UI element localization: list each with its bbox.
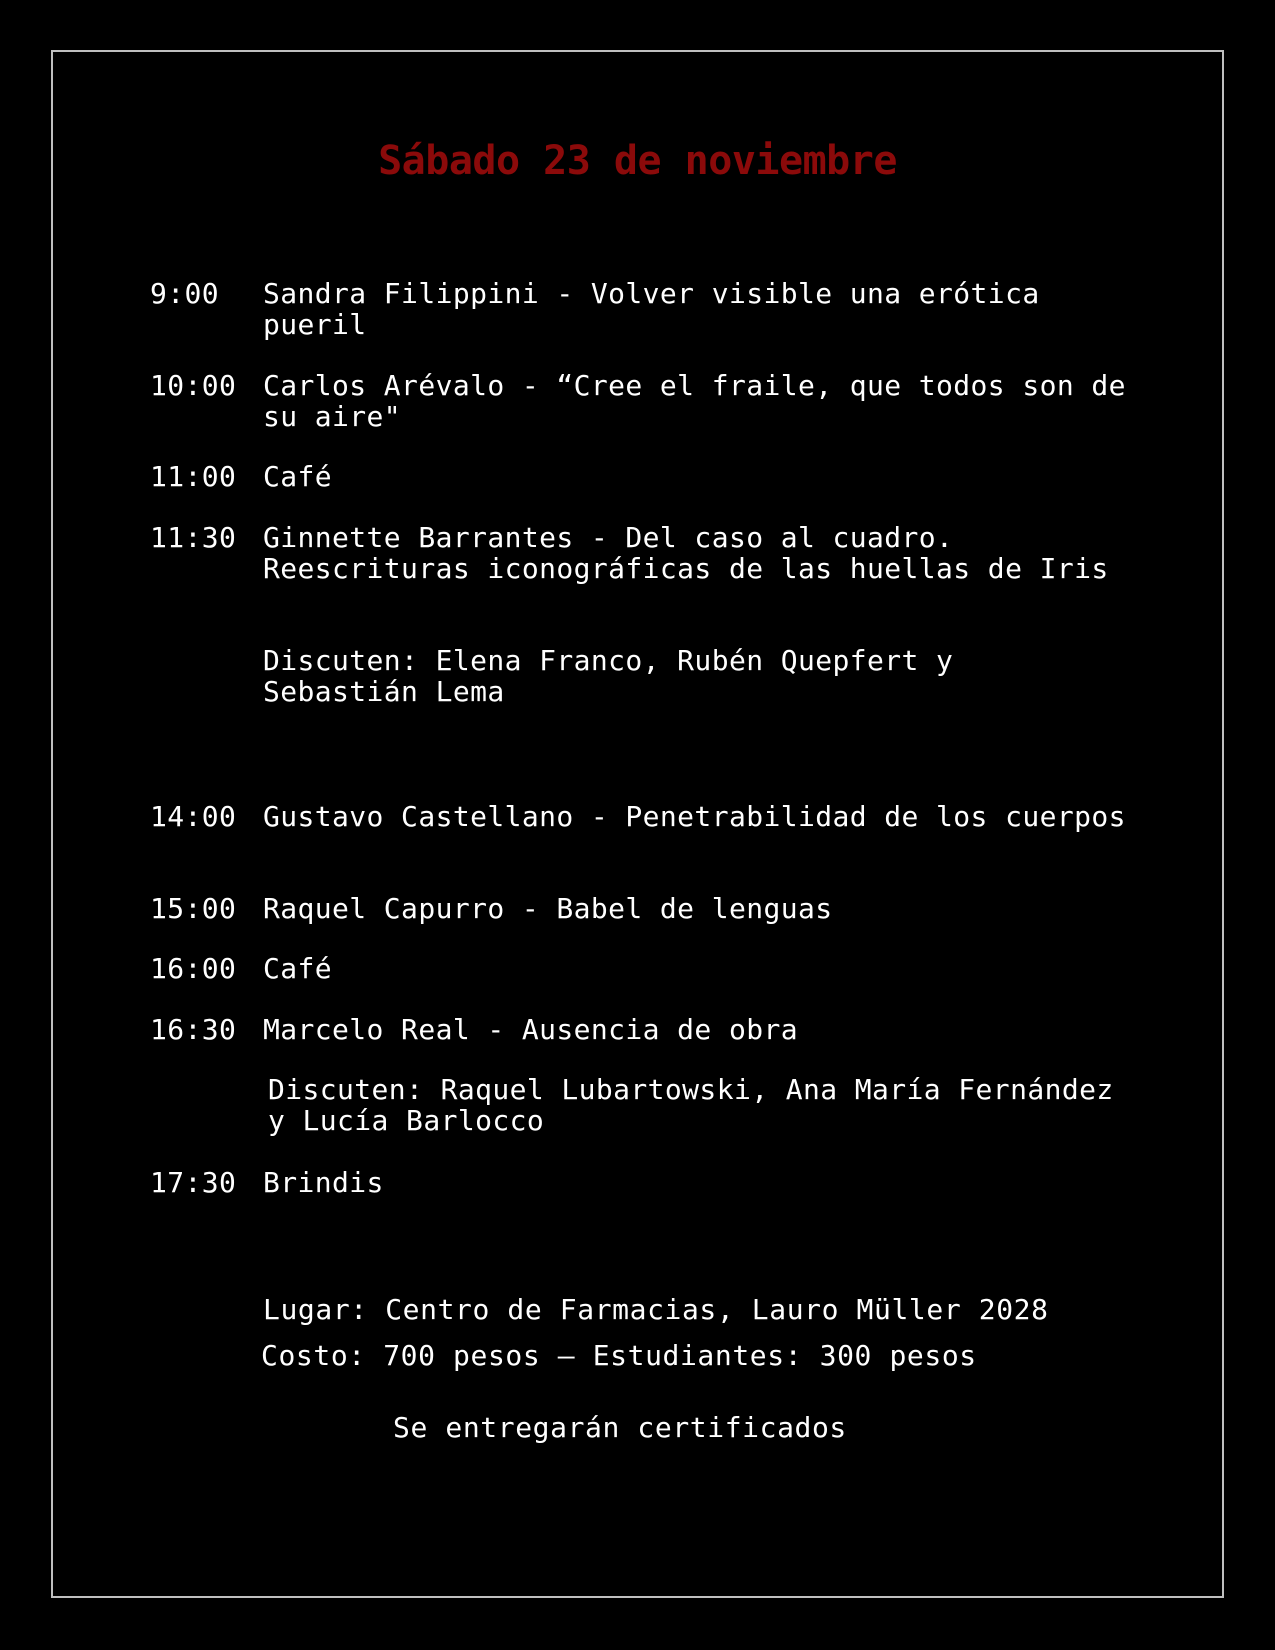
schedule-time: 14:00 bbox=[150, 800, 237, 833]
cost-info: Costo: 700 pesos – Estudiantes: 300 pesos bbox=[261, 1339, 977, 1372]
schedule-text: Gustavo Castellano - Penetrabilidad de los cuerpos bbox=[263, 800, 1126, 833]
schedule-text: Café bbox=[263, 952, 333, 985]
schedule-text: Sandra Filippini - Volver visible una erótica pueril bbox=[263, 277, 1040, 341]
schedule-time: 16:00 bbox=[150, 952, 237, 985]
schedule-time: 10:00 bbox=[150, 369, 237, 402]
schedule-text: Raquel Capurro - Babel de lenguas bbox=[263, 892, 833, 925]
schedule-time: 17:30 bbox=[150, 1166, 237, 1199]
schedule-time: 11:00 bbox=[150, 460, 237, 493]
discussants-2: Discuten: Raquel Lubartowski, Ana María Fernández y Lucía Barlocco bbox=[268, 1073, 1114, 1137]
schedule-time: 11:30 bbox=[150, 521, 237, 554]
schedule-time: 9:00 bbox=[150, 277, 220, 310]
schedule-time: 15:00 bbox=[150, 892, 237, 925]
schedule-text: Marcelo Real - Ausencia de obra bbox=[263, 1013, 798, 1046]
discussants-1: Discuten: Elena Franco, Rubén Quepfert y Sebastián Lema bbox=[263, 644, 954, 708]
page-title: Sábado 23 de noviembre bbox=[378, 138, 897, 184]
venue-info: Lugar: Centro de Farmacias, Lauro Müller 2028 bbox=[263, 1293, 1049, 1326]
schedule-text: Carlos Arévalo - “Cree el fraile, que todos son de su aire" bbox=[263, 369, 1126, 433]
schedule-text: Café bbox=[263, 460, 333, 493]
schedule-time: 16:30 bbox=[150, 1013, 237, 1046]
schedule-text: Ginnette Barrantes - Del caso al cuadro. Reescrituras iconográficas de las huellas de Iris bbox=[263, 521, 1109, 585]
schedule-text: Brindis bbox=[263, 1166, 384, 1199]
certificates-note: Se entregarán certificados bbox=[393, 1411, 847, 1444]
